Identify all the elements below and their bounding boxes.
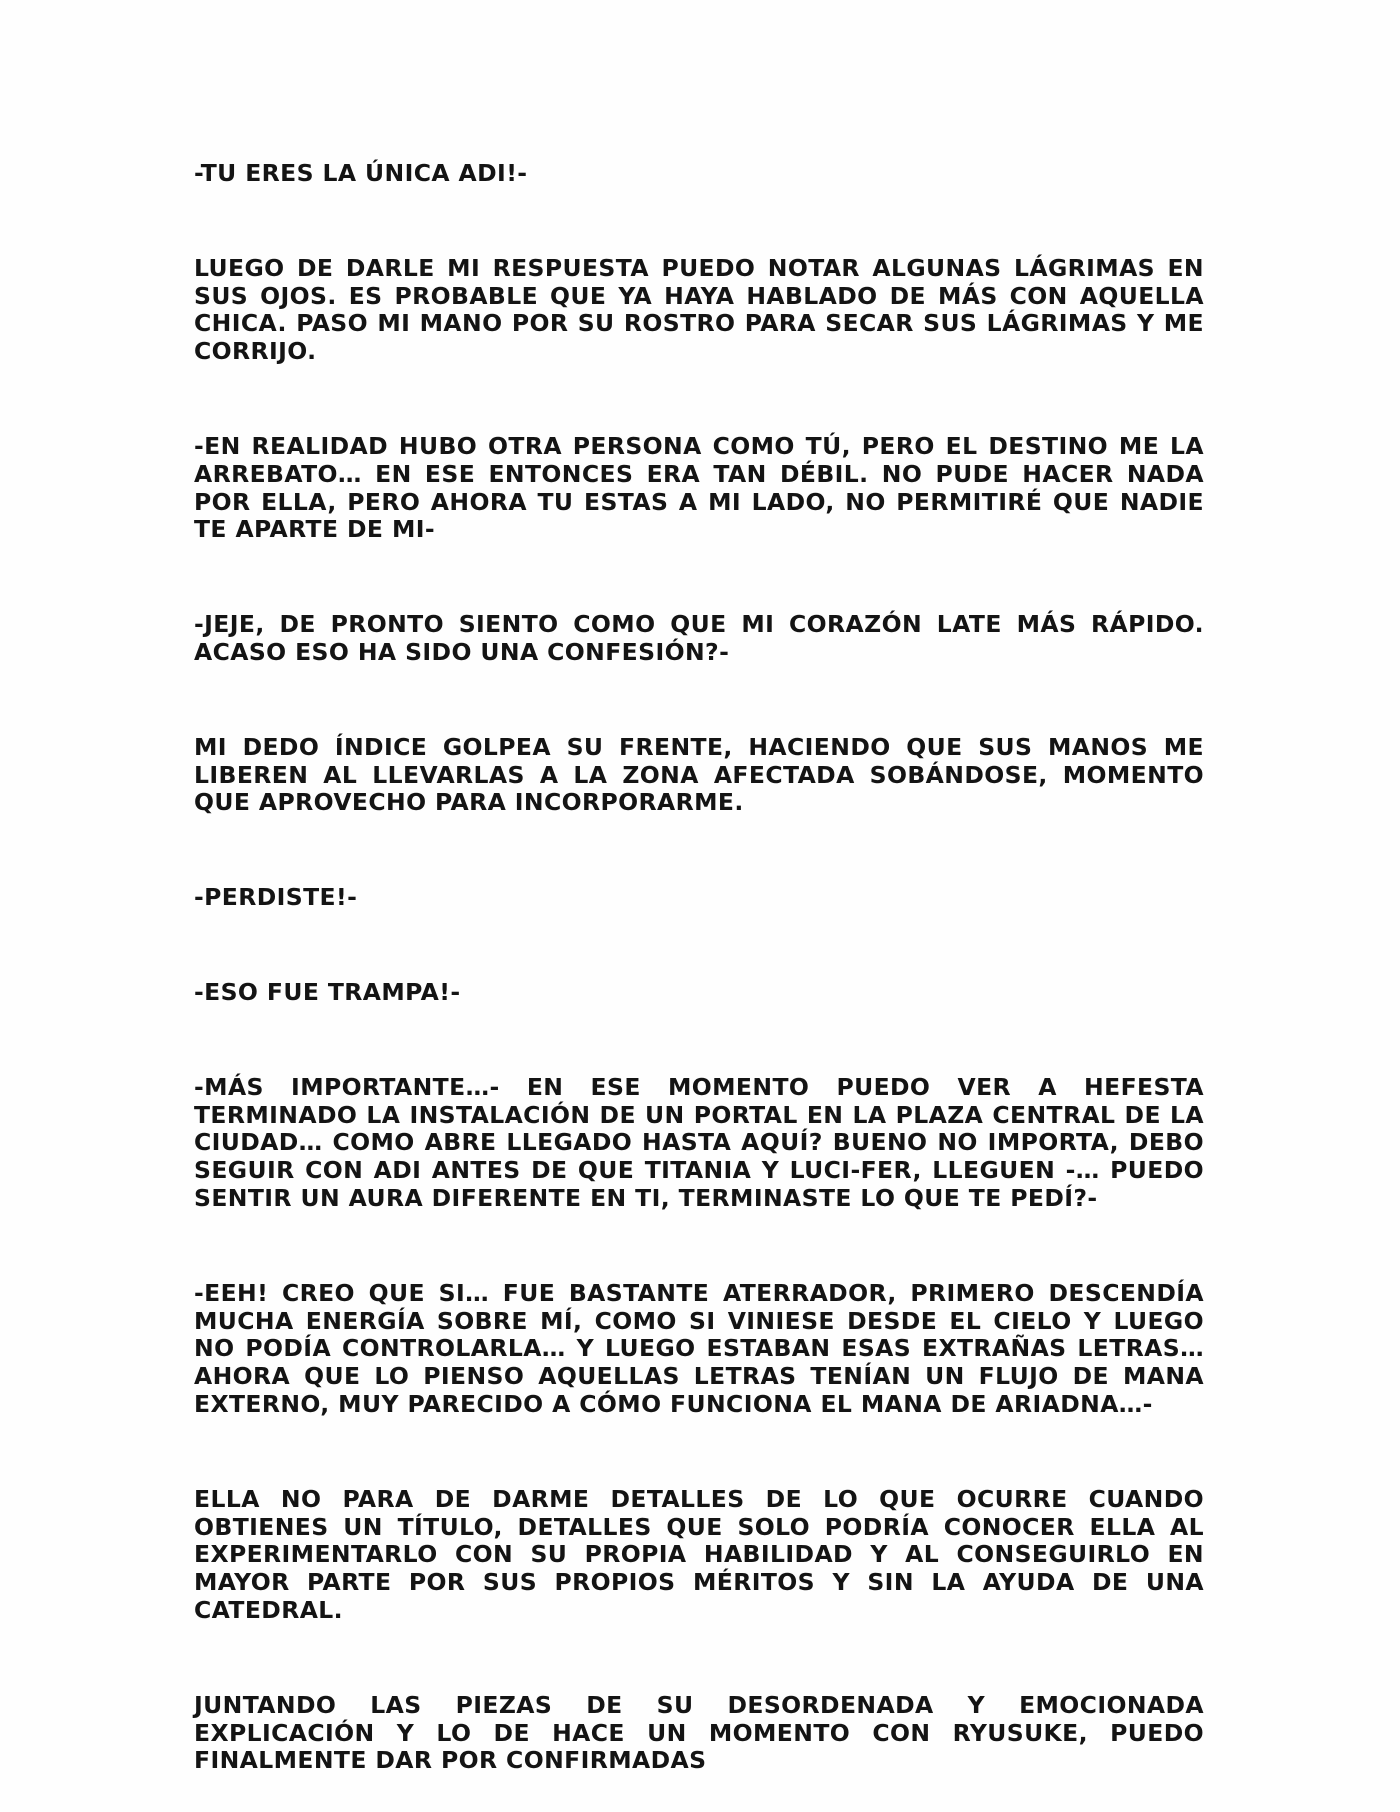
- dialogue-paragraph: -EEH! CREO QUE SI… FUE BASTANTE ATERRADOR, PRIMERO DESCENDÍA MUCHA ENERGÍA SOBRE MÍ, COMO SI VINIESE DESDE EL CIELO Y LUEGO NO PODÍA CONTROLARLA… Y LUEGO ESTABAN ESAS EXTRAÑAS LETRAS… AHORA QUE LO PIENSO AQUELLAS LETRAS TENÍAN UN FLUJO DE MANA EXTERNO, MUY PARECIDO A CÓMO FUNCIONA EL MANA DE ARIADNA…-: [194, 1278, 1204, 1418]
- dialogue-paragraph: -MÁS IMPORTANTE…- EN ESE MOMENTO PUEDO VER A HEFESTA TERMINADO LA INSTALACIÓN DE UN PORTAL EN LA PLAZA CENTRAL DE LA CIUDAD… COMO ABRE LLEGADO HASTA AQUÍ? BUENO NO IMPORTA, DEBO SEGUIR CON ADI ANTES DE QUE TITANIA Y LUCI-FER, LLEGUEN -… PUEDO SENTIR UN AURA DIFERENTE EN TI, TERMINASTE LO QUE TE PEDÍ?-: [194, 1072, 1204, 1212]
- dialogue-paragraph: -JEJE, DE PRONTO SIENTO COMO QUE MI CORAZÓN LATE MÁS RÁPIDO. ACASO ESO HA SIDO UNA CONFESIÓN?-: [194, 610, 1204, 666]
- narration-paragraph: JUNTANDO LAS PIEZAS DE SU DESORDENADA Y EMOCIONADA EXPLICACIÓN Y LO DE HACE UN MOMENTO CON RYUSUKE, PUEDO FINALMENTE DAR POR CONFIRMADAS: [194, 1690, 1204, 1775]
- narration-paragraph: LUEGO DE DARLE MI RESPUESTA PUEDO NOTAR ALGUNAS LÁGRIMAS EN SUS OJOS. ES PROBABLE QUE YA HAYA HABLADO DE MÁS CON AQUELLA CHICA. PASO MI MANO POR SU ROSTRO PARA SECAR SUS LÁGRIMAS Y ME CORRIJO.: [194, 253, 1204, 366]
- dialogue-line: -ESO FUE TRAMPA!-: [194, 977, 461, 1006]
- dialogue-line: -TU ERES LA ÚNICA ADI!-: [194, 159, 528, 187]
- dialogue-line: -PERDISTE!-: [194, 883, 358, 912]
- dialogue-paragraph: -EN REALIDAD HUBO OTRA PERSONA COMO TÚ, PERO EL DESTINO ME LA ARREBATO… EN ESE ENTONCES ERA TAN DÉBIL. NO PUDE HACER NADA POR ELLA, PERO AHORA TU ESTAS A MI LADO, NO PERMITIRÉ QUE NADIE TE APARTE DE MI-: [194, 431, 1204, 544]
- narration-paragraph: MI DEDO ÍNDICE GOLPEA SU FRENTE, HACIENDO QUE SUS MANOS ME LIBEREN AL LLEVARLAS A LA ZONA AFECTADA SOBÁNDOSE, MOMENTO QUE APROVECHO PARA INCORPORARME.: [194, 732, 1204, 817]
- narration-paragraph: ELLA NO PARA DE DARME DETALLES DE LO QUE OCURRE CUANDO OBTIENES UN TÍTULO, DETALLES QUE SOLO PODRÍA CONOCER ELLA AL EXPERIMENTARLO CON SU PROPIA HABILIDAD Y AL CONSEGUIRLO EN MAYOR PARTE POR SUS PROPIOS MÉRITOS Y SIN LA AYUDA DE UNA CATEDRAL.: [194, 1484, 1204, 1624]
- text-column: [194, 160, 1204, 1775]
